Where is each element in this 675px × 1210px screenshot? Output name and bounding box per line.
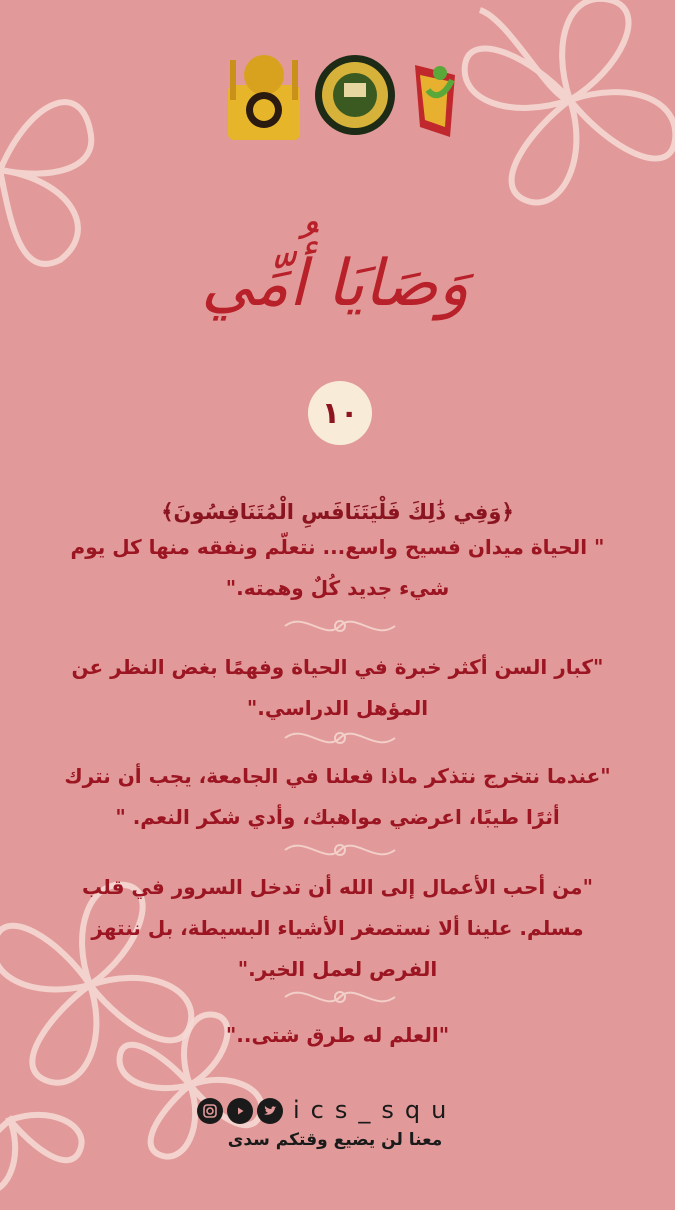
page-title-text: وَصَايَا أُمِّي — [201, 247, 469, 321]
quote-4: "من أحب الأعمال إلى الله أن تدخل السرور في قلب مسلم. علينا ألا نستصغر الأشياء البسيطة، بل ننتهز الفرص لعمل الخير." — [82, 875, 593, 981]
footer-tagline: معنا لن يضيع وقتكم سدى — [227, 1130, 443, 1150]
ornament-divider-3 — [275, 830, 405, 870]
logos-row — [220, 45, 470, 145]
flower-decoration-bottom-left-corner — [0, 1030, 100, 1210]
quote-2: "كبار السن أكثر خبرة في الحياة وفهمًا بغض النظر عن المؤهل الدراسي." — [71, 655, 604, 720]
quote-1: " الحياة ميدان فسيح واسع... نتعلّم ونفقه منها كل يوم شيء جديد كُلٌ وهمته." — [70, 535, 605, 600]
social-icons — [197, 1097, 283, 1125]
youtube-icon[interactable] — [227, 1098, 253, 1124]
group-logo — [415, 65, 455, 137]
twitter-icon[interactable] — [257, 1098, 283, 1124]
ornament-divider-4 — [275, 977, 405, 1017]
mosque-logo — [228, 55, 300, 140]
page-title — [150, 205, 520, 355]
flower-decoration-top-left — [0, 40, 120, 300]
ornament-divider-2 — [275, 718, 405, 758]
quran-verse: ﴿وَفِي ذَٰلِكَ فَلْيَتَنَافَسِ الْمُتَنَافِسُونَ﴾ — [161, 500, 514, 524]
tip-number-badge — [308, 381, 372, 445]
quote-5: "العلم له طرق شتى.." — [225, 1023, 450, 1047]
social-handle[interactable]: ics_squ — [293, 1096, 458, 1124]
tip-number: ١٠ — [321, 395, 359, 431]
instagram-icon[interactable] — [197, 1098, 223, 1124]
ornament-divider-1 — [275, 606, 405, 646]
quote-3: "عندما نتخرج نتذكر ماذا فعلنا في الجامعة، يجب أن نترك أثرًا طيبًا، اعرضي مواهبك، وأدي شكر النعم. " — [64, 764, 611, 829]
flower-decoration-top-right — [450, 0, 675, 220]
university-seal — [315, 55, 395, 135]
